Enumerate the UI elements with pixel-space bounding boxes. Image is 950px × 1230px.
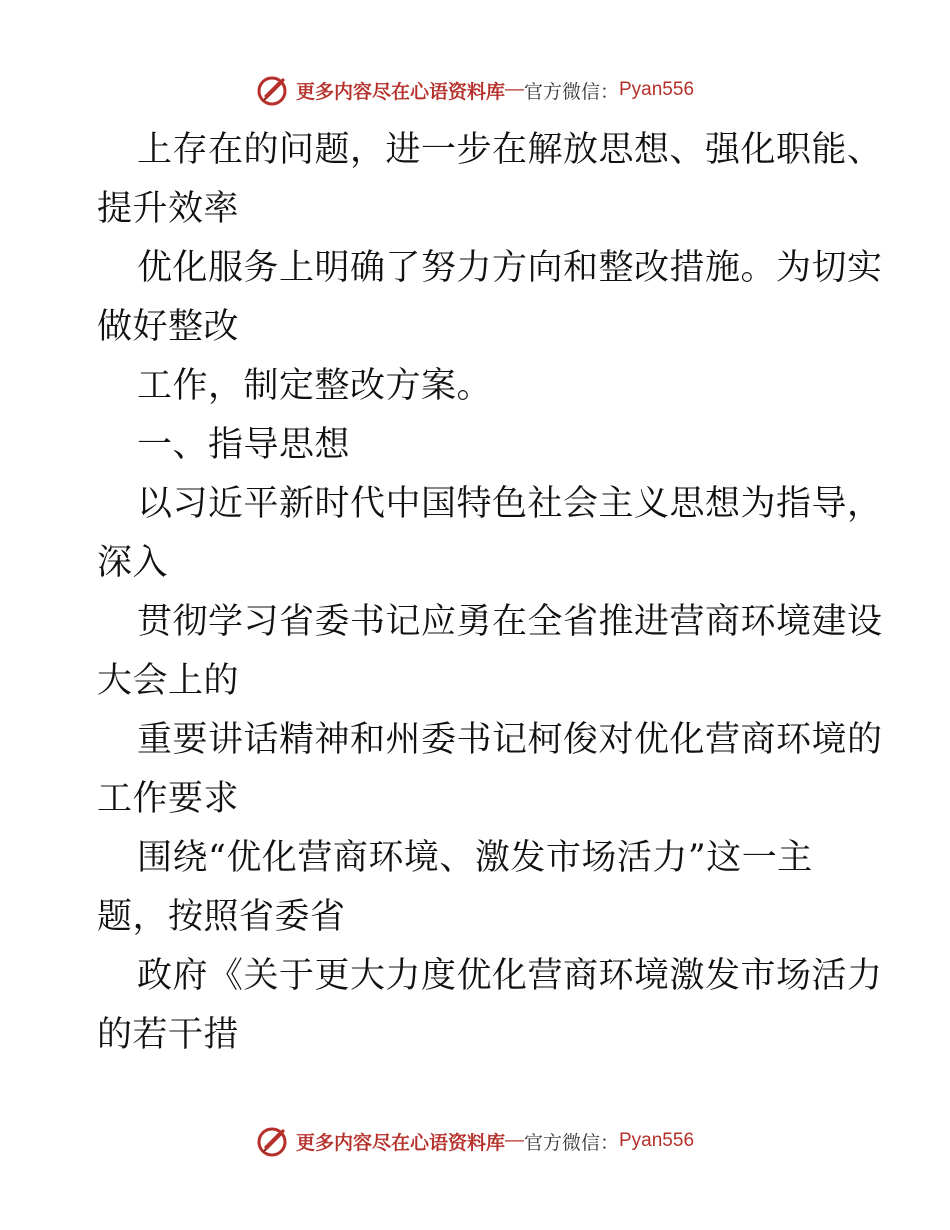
text-line: 做好整改: [97, 307, 240, 347]
text-line: 的若干措: [97, 1015, 240, 1055]
watermark-dash: —: [504, 1130, 524, 1151]
section-heading: 一、指导思想: [137, 425, 351, 465]
header-watermark: [0, 70, 950, 110]
watermark-wechat-id: Pyan556: [619, 1130, 695, 1151]
watermark-wechat-label: 官方微信：: [523, 1131, 619, 1154]
text-line: 围绕“优化营商环境、激发市场活力”这一主: [137, 838, 813, 878]
footer-watermark: [0, 1121, 950, 1161]
text-line: 大会上的: [97, 661, 240, 701]
text-line: 上存在的问题，进一步在解放思想、强化职能、: [137, 130, 883, 170]
text-line: 政府《关于更大力度优化营商环境激发市场活力: [137, 956, 883, 996]
text-line: 优化服务上明确了努力方向和整改措施。为切实: [137, 248, 883, 288]
text-line: 以习近平新时代中国特色社会主义思想为指导，: [137, 484, 883, 524]
watermark-main-text: 更多内容尽在心语资料库: [295, 1131, 505, 1154]
text-line: 深入: [97, 543, 169, 583]
text-line: 工作，制定整改方案。: [137, 366, 493, 406]
watermark-dash: —: [504, 79, 524, 100]
text-line: 贯彻学习省委书记应勇在全省推进营商环境建设: [137, 602, 883, 642]
text-line: 工作要求: [97, 779, 240, 819]
text-line: 重要讲话精神和州委书记柯俊对优化营商环境的: [137, 720, 883, 760]
watermark-wechat-label: 官方微信：: [523, 80, 619, 103]
watermark-wechat-id: Pyan556: [619, 79, 695, 100]
document-body: [97, 121, 883, 1065]
watermark-main-text: 更多内容尽在心语资料库: [295, 80, 505, 103]
text-line: 题，按照省委省: [97, 897, 346, 937]
pen-logo-icon: [256, 72, 292, 108]
pen-logo-icon: [256, 1123, 292, 1159]
text-line: 提升效率: [97, 189, 240, 229]
